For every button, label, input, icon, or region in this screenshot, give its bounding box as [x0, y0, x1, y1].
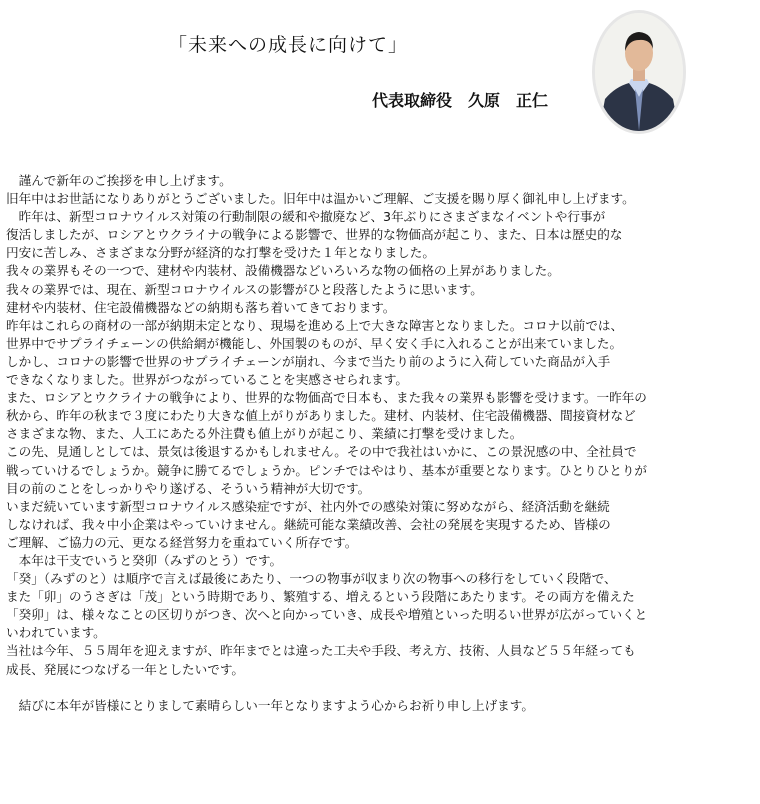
body-line: 世界中でサプライチェーンの供給網が機能し、外国製のものが、早く安く手に入れることが出来ていました。	[6, 335, 623, 351]
body-line: 謹んで新年のご挨拶を申し上げます。	[6, 173, 232, 188]
signature: 代表取締役 久原 正仁	[372, 91, 549, 110]
body-line: しなければ、我々中小企業はやっていけません。継続可能な業績改善、会社の発展を実現するため、皆様の	[6, 516, 611, 532]
body-line: 旧年中はお世話になりありがとうございました。旧年中は温かいご理解、ご支援を賜り厚く御礼申し上げます。	[6, 191, 635, 207]
body-line: いまだ続いています新型コロナウイルス感染症ですが、社内外での感染対策に努めながら、経済活動を継続	[6, 498, 610, 514]
portrait-photo	[592, 10, 686, 134]
body-line: 昨年はこれらの商材の一部が納期未定となり、現場を進める上で大きな障害となりました。コロナ以前では、	[6, 317, 624, 333]
body-line: 成長、発展につなげる一年としたいです。	[6, 661, 245, 677]
body-line: 昨年は、新型コロナウイルス対策の行動制限の緩和や撤廃など、3年ぶりにさまざまなイベントや行事が	[6, 209, 606, 225]
body-line: 本年は干支でいうと癸卯（みずのとう）です。	[6, 552, 283, 568]
body-line: 円安に苦しみ、さまざまな分野が経済的な打撃を受けた１年となりました。	[6, 245, 435, 261]
body-line: 建材や内装材、住宅設備機器などの納期も落ち着いてきております。	[6, 299, 396, 315]
body-line: できなくなりました。世界がつながっていることを実感させられます。	[6, 372, 408, 388]
body-line: 我々の業界もその一つで、建材や内装材、設備機器などいろいろな物の価格の上昇がありました。	[6, 263, 560, 279]
body-line: しかし、コロナの影響で世界のサプライチェーンが崩れ、今まで当たり前のように入荷していた商品が入手	[6, 353, 611, 369]
body-line: いわれています。	[6, 625, 106, 641]
body-line: また「卯」のうさぎは「茂」という時期であり、繁殖する、増えるという段階にあたります。その両方を備えた	[6, 589, 635, 605]
body-line: 当社は今年、５５周年を迎えますが、昨年までとは違った工夫や手段、考え方、技術、人員など５５年経っても	[6, 643, 636, 659]
body-line: また、ロシアとウクライナの戦争により、世界的な物価高で日本も、また我々の業界も影響を受けます。一昨年の	[6, 390, 647, 406]
body-line: 復活しましたが、ロシアとウクライナの戦争による影響で、世界的な物価高が起こり、また、日本は歴史的な	[6, 227, 623, 243]
body-line: 秋から、昨年の秋まで３度にわたり大きな値上がりがありました。建材、内装材、住宅設備機器、間接資材など	[6, 408, 636, 424]
body-line: 「癸卯」は、様々なことの区切りがつき、次へと向かっていき、成長や増殖といった明るい世界が広がっていくと	[6, 607, 648, 623]
body-line: 「癸」（みずのと）は順序で言えば最後にあたり、一つの物事が収まり次の物事への移行をしていく段階で、	[6, 571, 617, 587]
page-title: 「未来への成長に向けて」	[168, 34, 409, 56]
body-line: さまざまな物、また、人工にあたる外注費も値上がりが起こり、業績に打撃を受けました。	[6, 426, 523, 442]
body-line: 結びに本年が皆様にとりまして素晴らしい一年となりますよう心からお祈り申し上げます。	[6, 697, 534, 713]
body-line: この先、見通しとしては、景気は後退するかもしれません。その中で我社はいかに、この景況感の中、全社員で	[6, 444, 637, 460]
body-line: 戦っていけるでしょうか。競争に勝てるでしょうか。ピンチではやはり、基本が重要となります。ひとりひとりが	[6, 462, 648, 478]
body-line: 目の前のことをしっかりやり遂げる、そういう精神が大切です。	[6, 480, 371, 496]
greeting-body	[6, 172, 758, 715]
body-line	[6, 679, 758, 697]
body-line: ご理解、ご協力の元、更なる経営努力を重ねていく所存です。	[6, 534, 358, 550]
body-line: 我々の業界では、現在、新型コロナウイルスの影響がひと段落したように思います。	[6, 281, 483, 297]
